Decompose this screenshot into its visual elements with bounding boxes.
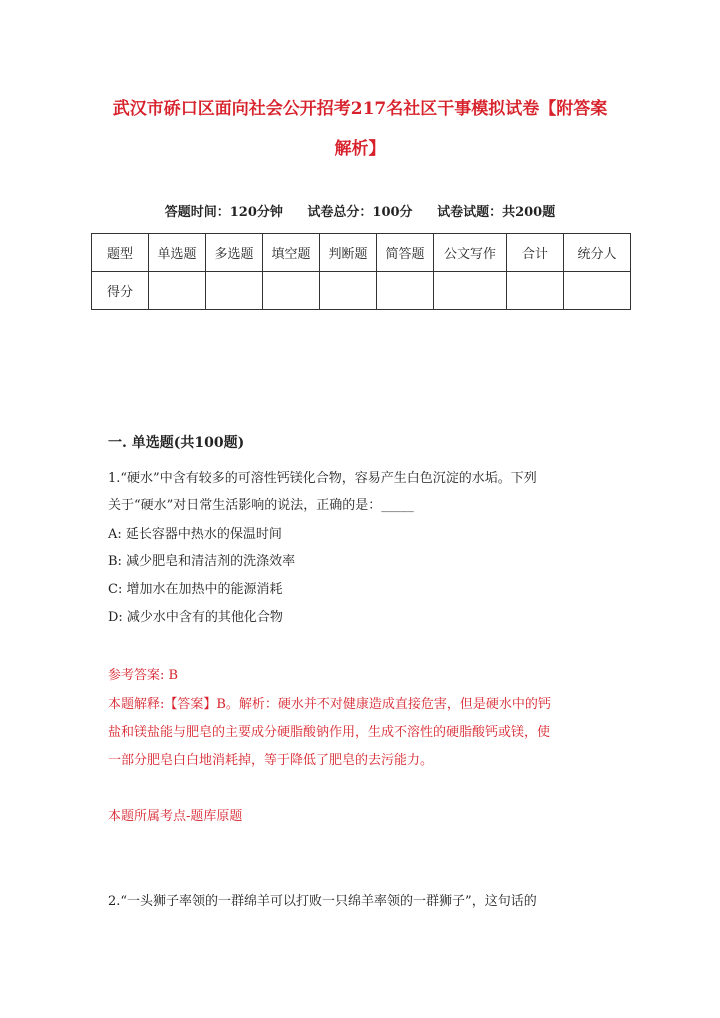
score-cell — [206, 272, 263, 310]
score-row-label: 得分 — [92, 272, 149, 310]
score-cell — [507, 272, 564, 310]
question1-option-c: C: 增加水在加热中的能源消耗 — [108, 582, 283, 597]
score-header-cell: 合计 — [507, 234, 564, 272]
score-cell — [149, 272, 206, 310]
question1-text-line1: 1.“硬水”中含有较多的可溶性钙镁化合物，容易产生白色沉淀的水垢。下列 — [108, 471, 537, 486]
score-header-cell: 填空题 — [263, 234, 320, 272]
score-header-cell: 判断题 — [320, 234, 377, 272]
question1-knowledge-point: 本题所属考点-题库原题 — [108, 809, 243, 824]
question1-explanation-line2: 盐和镁盐能与肥皂的主要成分硬脂酸钠作用，生成不溶性的硬脂酸钙或镁，使 — [108, 725, 551, 740]
exam-question-count: 试卷试题：共200题 — [437, 205, 556, 220]
score-table — [91, 233, 631, 310]
question1-option-d: D: 减少水中含有的其他化合物 — [108, 610, 283, 625]
score-header-cell: 公文写作 — [434, 234, 507, 272]
score-table-score-row — [92, 272, 631, 310]
score-cell — [320, 272, 377, 310]
question2-text-line1: 2.“一头狮子率领的一群绵羊可以打败一只绵羊率领的一群狮子”，这句话的 — [108, 894, 537, 909]
score-cell — [434, 272, 507, 310]
question1-option-b: B: 减少肥皂和清洁剂的洗涤效率 — [108, 554, 296, 569]
score-cell — [564, 272, 631, 310]
score-header-cell: 题型 — [92, 234, 149, 272]
exam-time: 答题时间：120分钟 — [164, 205, 283, 220]
exam-total-score: 试卷总分：100分 — [307, 205, 413, 220]
question1-option-a: A: 延长容器中热水的保温时间 — [108, 527, 282, 542]
score-cell — [263, 272, 320, 310]
question1-text-line2: 关于“硬水”对日常生活影响的说法，正确的是：_____ — [108, 498, 414, 513]
question1-explanation-line1: 本题解释:【答案】B。解析：硬水并不对健康造成直接危害，但是硬水中的钙 — [108, 697, 551, 712]
document-title-line2: 解析】 — [334, 139, 386, 159]
question1-explanation-line3: 一部分肥皂白白地消耗掉，等于降低了肥皂的去污能力。 — [108, 753, 434, 768]
section-title: 一. 单选题(共100题) — [108, 435, 245, 451]
score-header-cell: 单选题 — [149, 234, 206, 272]
score-header-cell: 统分人 — [564, 234, 631, 272]
document-title-line1: 武汉市硚口区面向社会公开招考217名社区干事模拟试卷【附答案 — [112, 99, 608, 119]
score-header-cell: 简答题 — [377, 234, 434, 272]
score-cell — [377, 272, 434, 310]
score-header-cell: 多选题 — [206, 234, 263, 272]
score-table-header-row — [92, 234, 631, 272]
exam-meta — [0, 201, 720, 220]
question1-answer: 参考答案: B — [108, 668, 179, 683]
